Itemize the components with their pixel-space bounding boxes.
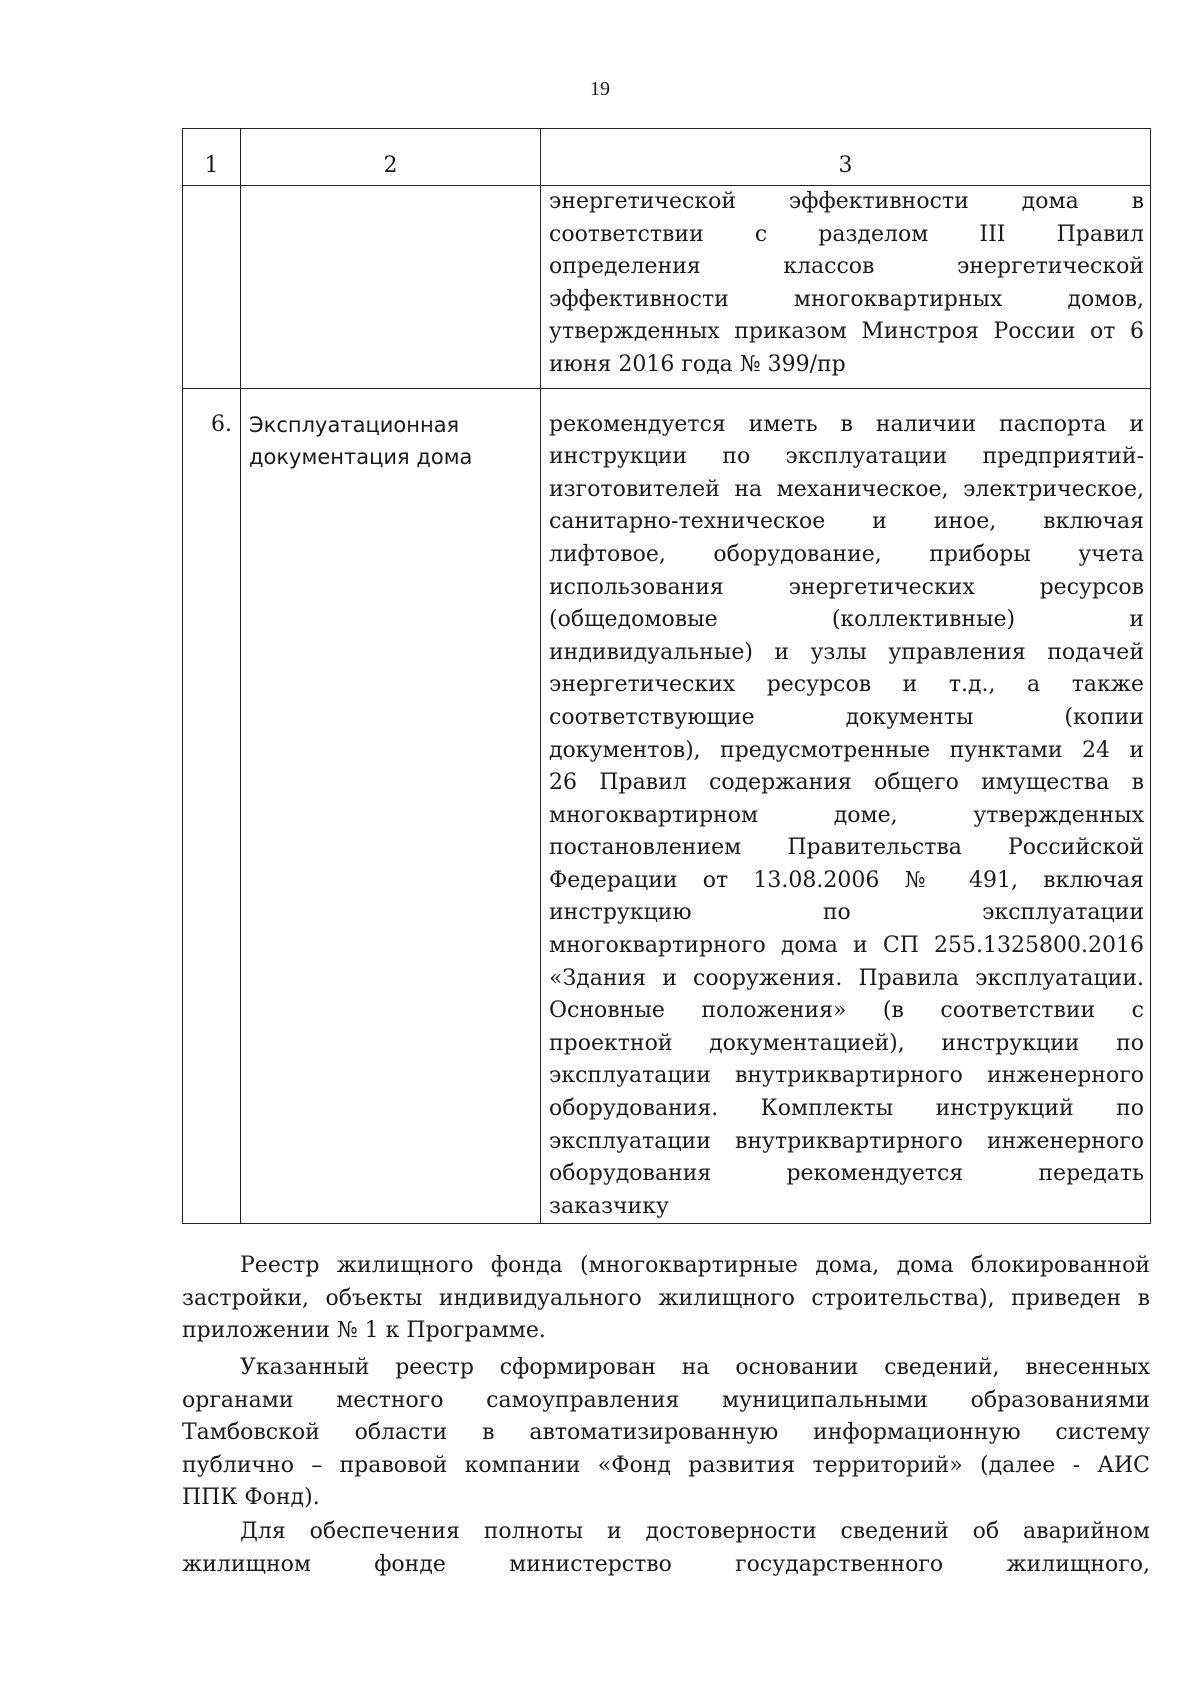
row-name-cell <box>241 388 541 1224</box>
desc-line: санитарно-техническое и иное, включая <box>549 509 1144 535</box>
paragraph-line: застройки, объекты индивидуального жилищного строительства), приведен в <box>182 1285 1150 1311</box>
desc-line: Основные положения» (в соответствии с <box>549 998 1144 1024</box>
desc-line: заказчику <box>549 1193 669 1219</box>
desc-line: 26 Правил содержания общего имущества в <box>549 770 1144 796</box>
desc-line: оборудования рекомендуется передать <box>549 1161 1144 1187</box>
header-col-3: 3 <box>541 129 1151 186</box>
desc-line: проектной документацией), инструкции по <box>549 1030 1144 1056</box>
desc-line: многоквартирного дома и СП 255.1325800.2016 <box>549 933 1144 959</box>
desc-line: изготовителей на механическое, электрическое, <box>549 476 1144 502</box>
desc-line: соответствующие документы (копии <box>549 704 1144 730</box>
header-col-1: 1 <box>183 129 241 186</box>
row-name-line: Эксплуатационная <box>249 412 460 437</box>
cont-line: энергетической эффективности дома в <box>549 189 1144 214</box>
desc-line: рекомендуется иметь в наличии паспорта и <box>549 411 1144 437</box>
paragraph-line: жилищном фонде министерство государственного жилищного, <box>182 1551 1150 1577</box>
cont-line: определения классов энергетической <box>549 254 1144 280</box>
desc-line: постановлением Правительства Российской <box>549 835 1144 861</box>
desc-line: использования энергетических ресурсов <box>549 574 1144 600</box>
desc-line: энергетических ресурсов и т.д., а также <box>549 672 1144 698</box>
desc-line: индивидуальные) и узлы управления подачей <box>549 639 1144 665</box>
paragraph-registry <box>182 1250 1150 1348</box>
row-number: 6. <box>183 388 241 1224</box>
paragraph-line: Указанный реестр сформирован на основании сведений, внесенных <box>240 1355 1150 1380</box>
header-col-2: 2 <box>241 129 541 186</box>
table-row-continuation <box>183 186 1151 389</box>
row-name-line: документация дома <box>249 445 473 470</box>
cont-name-cell <box>241 186 541 389</box>
cont-line: июня 2016 года № 399/пр <box>549 351 846 377</box>
paragraph-line: публично – правовой компании «Фонд развития территорий» (далее - АИС <box>182 1452 1150 1478</box>
cont-line: утвержденных приказом Минстроя России от 6 <box>549 319 1144 345</box>
paragraph-line: Для обеспечения полноты и достоверности сведений об аварийном <box>240 1519 1150 1544</box>
desc-line: инструкцию по эксплуатации <box>549 900 1144 926</box>
desc-line: многоквартирном доме, утвержденных <box>549 802 1144 828</box>
page-number: 19 <box>590 78 610 100</box>
desc-line: (общедомовые (коллективные) и <box>549 607 1144 633</box>
desc-line: «Здания и сооружения. Правила эксплуатации. <box>549 965 1144 991</box>
paragraph-line: Реестр жилищного фонда (многоквартирные дома, дома блокированной <box>240 1253 1150 1278</box>
cont-line: эффективности многоквартирных домов, <box>549 286 1144 312</box>
paragraph-line: ППК Фонд). <box>182 1485 320 1511</box>
table-header-row <box>183 129 1151 186</box>
paragraph-line: Тамбовской области в автоматизированную информационную систему <box>182 1420 1150 1446</box>
desc-line: инструкции по эксплуатации предприятий- <box>549 444 1144 470</box>
paragraph-line: органами местного самоуправления муниципальными образованиями <box>182 1387 1150 1413</box>
table-row-6 <box>183 388 1151 1224</box>
row-description-cell <box>541 388 1151 1224</box>
desc-line: эксплуатации внутриквартирного инженерного <box>549 1063 1144 1089</box>
desc-line: эксплуатации внутриквартирного инженерного <box>549 1128 1144 1154</box>
requirements-table <box>182 128 1151 1224</box>
paragraph-ensuring <box>182 1516 1150 1581</box>
desc-line: лифтовое, оборудование, приборы учета <box>549 541 1144 567</box>
desc-line: оборудования. Комплекты инструкций по <box>549 1096 1144 1122</box>
desc-line: документов), предусмотренные пунктами 24 и <box>549 737 1144 763</box>
cont-line: соответствии с разделом III Правил <box>549 221 1144 247</box>
desc-line: Федерации от 13.08.2006 № 491, включая <box>549 867 1144 893</box>
paragraph-line: приложении № 1 к Программе. <box>182 1318 546 1344</box>
cont-number-cell <box>183 186 241 389</box>
cont-description-cell <box>541 186 1151 389</box>
paragraph-formed <box>182 1352 1150 1515</box>
